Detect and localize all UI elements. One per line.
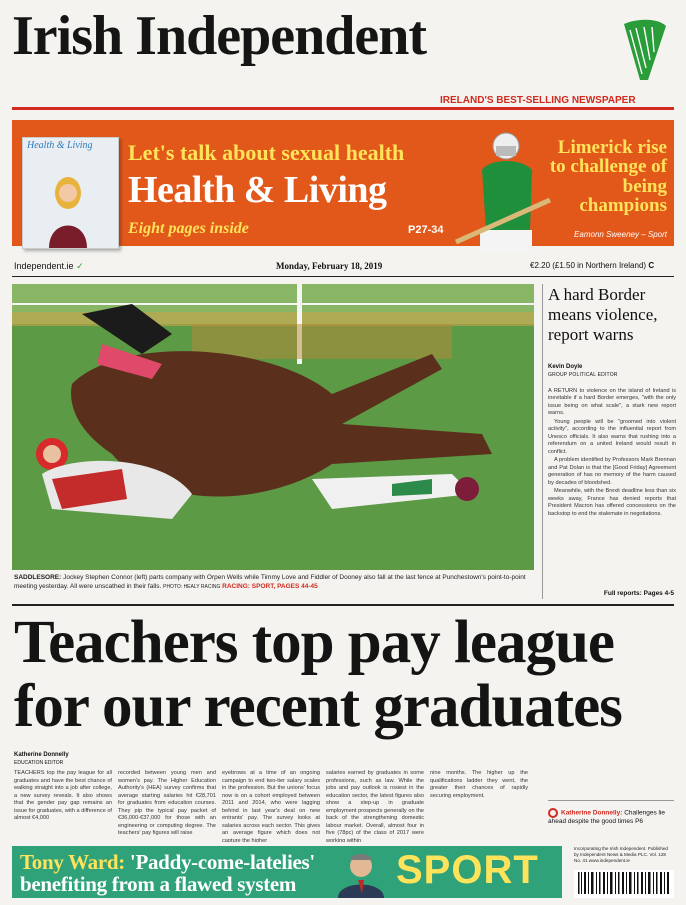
photo-caption [14, 574, 534, 592]
caption-sport-ref[interactable]: RACING: SPORT, PAGES 44-45 [222, 582, 318, 590]
side-paragraph: A problem identified by Professors Mark Brennan and Pat Dolan is that the [Good Friday] Agreement generation of has no memory of the harm caused by decades of bloodshed. [548, 457, 676, 486]
publisher-smallprint: Incorporating the Irish Independent. Published by Independent News & Media PLC. Vol. 128 No. 41 www.independent.ie [574, 846, 668, 863]
side-story-body [548, 388, 676, 519]
lead-column: recorded between young men and women's pay. The Higher Education Authority's (HEA) survey confirms that average starting salaries hit €28,701 for graduates from education courses. They pip the typical pay packet of €36,000-€37,000 for those with an engineering or computing degree. The teachers' pay figures will raise [118, 770, 216, 837]
lead-column: salaries earned by graduates in some professions, such as law. While the jobs and pay outlook is rosiest in the education sector, the latest figures also show a step-up in graduate employment prospects generally on the back of the strengthening domestic labour market. Overall, almost four in five (78pc) of the class of 2017 were working within [326, 770, 424, 842]
website-text: Independent.ie [14, 261, 74, 271]
caption-text: Jockey Stephen Connor (left) parts company with Orpen Wells while Timmy Love and Fiddler of Dooney also fall at the last fence at Punchestown's point-to-point meeting yesterday. All were unscathed in their falls. [14, 574, 526, 590]
tony-ward-line1: Tony Ward: 'Paddy-come-latelies' [20, 850, 315, 874]
lead-body [14, 770, 544, 842]
lead-column: TEACHERS top the pay league for all graduates and have the best chance of walking straight into a job after college, a new survey reveals. It also shows that the gender pay gap remains an issue for graduates, with a difference of almost €4,000 [14, 770, 112, 822]
lead-column: eyebrows at a time of an ongoing campaign to end two-tier salary scales in the profession. But the unions' focus now is on a cohort employed between 2011 and 2014, who were lagging behind in last year's deal on new entrants' pay. The survey looks at salaries across each sector. This gives an average figure which does not capture the higher [222, 770, 320, 842]
sport-label: SPORT [396, 848, 539, 892]
column-divider [542, 284, 543, 599]
promo-pages: P27-34 [408, 224, 444, 236]
side-paragraph: Meanwhile, with the Brexit deadline less than six weeks away, France has denied reports that President Macron has offered concessions on the backstop to end the stalemate in negotiations. [548, 488, 676, 517]
masthead-tagline: IRELAND'S BEST-SELLING NEWSPAPER [440, 95, 636, 106]
side-story-headline[interactable]: A hard Border means violence, report warns [548, 285, 658, 345]
lead-rule [12, 604, 674, 606]
lead-byline: Katherine Donnelly EDUCATION EDITOR [14, 752, 69, 766]
harp-logo-icon [618, 18, 670, 84]
masthead-title: Irish Independent [12, 5, 427, 67]
side-paragraph: A RETURN to violence on the island of Ireland is inevitable if a hard Border emerges, "with the only issue being on what scale", a stark new report warns. [548, 388, 676, 417]
promo-line3: Eight pages inside [128, 220, 249, 237]
arrow-circle-icon [548, 808, 558, 818]
side-full-reports-link[interactable]: Full reports: Pages 4-5 [603, 590, 674, 597]
promo-sport-headline: Limerick rise to challenge of being champions [549, 137, 667, 217]
lead-headline[interactable]: Teachers top pay league for our recent graduates [14, 609, 622, 741]
magazine-thumbnail[interactable] [22, 137, 119, 249]
tony-ward-portrait [330, 848, 392, 898]
issue-date: Monday, February 18, 2019 [276, 261, 383, 271]
check-icon: ✓ [76, 261, 84, 271]
promo-sport-byline: Eamonn Sweeney – Sport [574, 230, 667, 239]
issue-price: €2.20 (£1.50 in Northern Ireland) C [530, 261, 655, 270]
tony-ward-line2: benefiting from a flawed system [20, 872, 297, 896]
lead-column: nine months. The higher up the qualifications ladder they went, the greater their chances of rapidly securing employment. [430, 770, 528, 799]
barcode-icon [574, 870, 674, 898]
side-story-byline: Kevin Doyle GROUP POLITICAL EDITOR [548, 364, 618, 378]
caption-label: SADDLESORE: [14, 574, 62, 581]
magazine-woman-image [43, 173, 93, 248]
racing-fall-photo [12, 284, 534, 570]
promo-line1: Let's talk about sexual health [128, 140, 405, 165]
inside-promo[interactable]: Katherine Donnelly: Challenges lie ahead despite the good times P6 [548, 809, 666, 826]
promo-health-living: Health & Living [128, 169, 387, 211]
website-link[interactable] [14, 261, 84, 272]
caption-credit: PHOTO: HEALY RACING [163, 583, 221, 590]
side-paragraph: Young people will be "groomed into violent activity", according to the influential report from Unesco officials. It also warns that rushing into a referendum on a united Ireland would result in conflict. [548, 418, 676, 455]
masthead-rule [12, 107, 674, 110]
promo-rule [548, 800, 674, 801]
magazine-title: Health & Living [27, 140, 93, 151]
